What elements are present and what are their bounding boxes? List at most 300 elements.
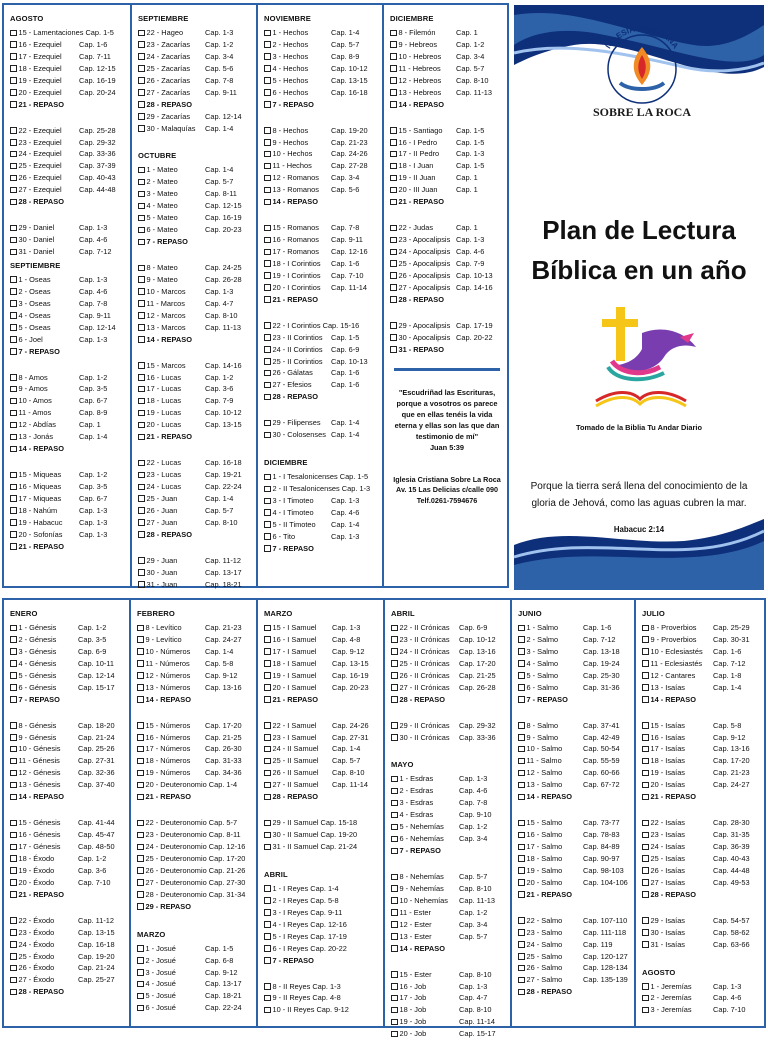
checkbox-icon[interactable] [137,636,144,643]
checkbox-icon[interactable] [390,30,397,37]
checkbox-icon[interactable] [264,509,271,516]
checkbox-icon[interactable] [10,495,17,502]
checkbox-icon[interactable] [138,581,145,588]
checkbox-icon[interactable] [391,660,398,667]
checkbox-icon[interactable] [264,945,271,952]
checkbox-icon[interactable] [390,334,397,341]
checkbox-icon[interactable] [518,929,525,936]
checkbox-icon[interactable] [642,867,649,874]
checkbox-icon[interactable] [264,237,271,244]
checkbox-icon[interactable] [518,977,525,984]
checkbox-icon[interactable] [518,844,525,851]
checkbox-icon[interactable] [264,296,271,303]
checkbox-icon[interactable] [391,696,398,703]
checkbox-icon[interactable] [518,867,525,874]
checkbox-icon[interactable] [137,648,144,655]
checkbox-icon[interactable] [642,758,649,765]
checkbox-icon[interactable] [391,734,398,741]
checkbox-icon[interactable] [390,225,397,232]
checkbox-icon[interactable] [264,127,271,134]
checkbox-icon[interactable] [390,272,397,279]
checkbox-icon[interactable] [391,824,398,831]
checkbox-icon[interactable] [642,995,649,1002]
checkbox-icon[interactable] [264,696,271,703]
checkbox-icon[interactable] [264,420,271,427]
checkbox-icon[interactable] [264,844,271,851]
checkbox-icon[interactable] [391,1019,398,1026]
checkbox-icon[interactable] [10,30,17,37]
checkbox-icon[interactable] [10,722,17,729]
checkbox-icon[interactable] [10,65,17,72]
checkbox-icon[interactable] [138,89,145,96]
checkbox-icon[interactable] [264,334,271,341]
checkbox-icon[interactable] [518,917,525,924]
checkbox-icon[interactable] [390,346,397,353]
checkbox-icon[interactable] [390,77,397,84]
checkbox-icon[interactable] [390,89,397,96]
checkbox-icon[interactable] [10,782,17,789]
checkbox-icon[interactable] [390,249,397,256]
checkbox-icon[interactable] [390,296,397,303]
checkbox-icon[interactable] [10,139,17,146]
checkbox-icon[interactable] [264,1007,271,1014]
checkbox-icon[interactable] [391,800,398,807]
checkbox-icon[interactable] [390,163,397,170]
checkbox-icon[interactable] [138,557,145,564]
checkbox-icon[interactable] [137,734,144,741]
checkbox-icon[interactable] [642,832,649,839]
checkbox-icon[interactable] [264,636,271,643]
checkbox-icon[interactable] [264,782,271,789]
checkbox-icon[interactable] [10,336,17,343]
checkbox-icon[interactable] [138,227,145,234]
checkbox-icon[interactable] [642,636,649,643]
checkbox-icon[interactable] [642,770,649,777]
checkbox-icon[interactable] [10,175,17,182]
checkbox-icon[interactable] [642,879,649,886]
checkbox-icon[interactable] [264,101,271,108]
checkbox-icon[interactable] [518,672,525,679]
checkbox-icon[interactable] [137,855,144,862]
checkbox-icon[interactable] [391,812,398,819]
checkbox-icon[interactable] [264,722,271,729]
checkbox-icon[interactable] [391,1007,398,1014]
checkbox-icon[interactable] [264,648,271,655]
checkbox-icon[interactable] [138,179,145,186]
checkbox-icon[interactable] [137,903,144,910]
checkbox-icon[interactable] [137,993,144,1000]
checkbox-icon[interactable] [518,746,525,753]
checkbox-icon[interactable] [264,533,271,540]
checkbox-icon[interactable] [264,770,271,777]
checkbox-icon[interactable] [10,163,17,170]
checkbox-icon[interactable] [518,782,525,789]
checkbox-icon[interactable] [138,167,145,174]
checkbox-icon[interactable] [264,175,271,182]
checkbox-icon[interactable] [264,885,271,892]
checkbox-icon[interactable] [391,874,398,881]
checkbox-icon[interactable] [391,1031,398,1038]
checkbox-icon[interactable] [10,929,17,936]
checkbox-icon[interactable] [10,844,17,851]
checkbox-icon[interactable] [391,636,398,643]
checkbox-icon[interactable] [518,941,525,948]
checkbox-icon[interactable] [138,422,145,429]
checkbox-icon[interactable] [138,41,145,48]
checkbox-icon[interactable] [138,472,145,479]
checkbox-icon[interactable] [264,909,271,916]
checkbox-icon[interactable] [264,53,271,60]
checkbox-icon[interactable] [264,225,271,232]
checkbox-icon[interactable] [264,260,271,267]
checkbox-icon[interactable] [138,460,145,467]
checkbox-icon[interactable] [391,971,398,978]
checkbox-icon[interactable] [642,891,649,898]
checkbox-icon[interactable] [10,374,17,381]
checkbox-icon[interactable] [10,758,17,765]
checkbox-icon[interactable] [264,382,271,389]
checkbox-icon[interactable] [138,434,145,441]
checkbox-icon[interactable] [138,569,145,576]
checkbox-icon[interactable] [391,672,398,679]
checkbox-icon[interactable] [264,957,271,964]
checkbox-icon[interactable] [264,983,271,990]
checkbox-icon[interactable] [10,625,17,632]
checkbox-icon[interactable] [138,507,145,514]
checkbox-icon[interactable] [137,981,144,988]
checkbox-icon[interactable] [10,965,17,972]
checkbox-icon[interactable] [137,660,144,667]
checkbox-icon[interactable] [10,237,17,244]
checkbox-icon[interactable] [518,953,525,960]
checkbox-icon[interactable] [642,794,649,801]
checkbox-icon[interactable] [138,519,145,526]
checkbox-icon[interactable] [137,696,144,703]
checkbox-icon[interactable] [10,953,17,960]
checkbox-icon[interactable] [391,684,398,691]
checkbox-icon[interactable] [518,734,525,741]
checkbox-icon[interactable] [264,187,271,194]
checkbox-icon[interactable] [10,446,17,453]
checkbox-icon[interactable] [642,782,649,789]
checkbox-icon[interactable] [264,30,271,37]
checkbox-icon[interactable] [642,929,649,936]
checkbox-icon[interactable] [264,272,271,279]
checkbox-icon[interactable] [518,891,525,898]
checkbox-icon[interactable] [138,288,145,295]
checkbox-icon[interactable] [138,239,145,246]
checkbox-icon[interactable] [138,125,145,132]
checkbox-icon[interactable] [138,53,145,60]
checkbox-icon[interactable] [10,225,17,232]
checkbox-icon[interactable] [391,836,398,843]
checkbox-icon[interactable] [10,879,17,886]
checkbox-icon[interactable] [137,867,144,874]
checkbox-icon[interactable] [138,203,145,210]
checkbox-icon[interactable] [137,820,144,827]
checkbox-icon[interactable] [264,358,271,365]
checkbox-icon[interactable] [518,660,525,667]
checkbox-icon[interactable] [264,672,271,679]
checkbox-icon[interactable] [264,498,271,505]
checkbox-icon[interactable] [138,374,145,381]
checkbox-icon[interactable] [642,917,649,924]
checkbox-icon[interactable] [138,324,145,331]
checkbox-icon[interactable] [264,199,271,206]
checkbox-icon[interactable] [391,848,398,855]
checkbox-icon[interactable] [642,855,649,862]
checkbox-icon[interactable] [137,1005,144,1012]
checkbox-icon[interactable] [264,746,271,753]
checkbox-icon[interactable] [391,788,398,795]
checkbox-icon[interactable] [391,909,398,916]
checkbox-icon[interactable] [391,776,398,783]
checkbox-icon[interactable] [10,386,17,393]
checkbox-icon[interactable] [518,770,525,777]
checkbox-icon[interactable] [137,969,144,976]
checkbox-icon[interactable] [391,983,398,990]
checkbox-icon[interactable] [642,672,649,679]
checkbox-icon[interactable] [10,832,17,839]
checkbox-icon[interactable] [10,151,17,158]
checkbox-icon[interactable] [264,432,271,439]
checkbox-icon[interactable] [390,41,397,48]
checkbox-icon[interactable] [391,933,398,940]
checkbox-icon[interactable] [518,989,525,996]
checkbox-icon[interactable] [137,758,144,765]
checkbox-icon[interactable] [518,636,525,643]
checkbox-icon[interactable] [518,648,525,655]
checkbox-icon[interactable] [137,945,144,952]
checkbox-icon[interactable] [138,300,145,307]
checkbox-icon[interactable] [10,199,17,206]
checkbox-icon[interactable] [390,127,397,134]
checkbox-icon[interactable] [10,855,17,862]
checkbox-icon[interactable] [138,531,145,538]
checkbox-icon[interactable] [138,30,145,37]
checkbox-icon[interactable] [10,891,17,898]
checkbox-icon[interactable] [10,434,17,441]
checkbox-icon[interactable] [137,957,144,964]
checkbox-icon[interactable] [10,398,17,405]
checkbox-icon[interactable] [264,625,271,632]
checkbox-icon[interactable] [264,921,271,928]
checkbox-icon[interactable] [518,625,525,632]
checkbox-icon[interactable] [390,237,397,244]
checkbox-icon[interactable] [264,684,271,691]
checkbox-icon[interactable] [10,348,17,355]
checkbox-icon[interactable] [10,77,17,84]
checkbox-icon[interactable] [264,151,271,158]
checkbox-icon[interactable] [264,758,271,765]
checkbox-icon[interactable] [390,139,397,146]
checkbox-icon[interactable] [10,519,17,526]
checkbox-icon[interactable] [264,163,271,170]
checkbox-icon[interactable] [518,879,525,886]
checkbox-icon[interactable] [138,362,145,369]
checkbox-icon[interactable] [518,684,525,691]
checkbox-icon[interactable] [138,113,145,120]
checkbox-icon[interactable] [264,820,271,827]
checkbox-icon[interactable] [264,734,271,741]
checkbox-icon[interactable] [10,684,17,691]
checkbox-icon[interactable] [137,625,144,632]
checkbox-icon[interactable] [10,472,17,479]
checkbox-icon[interactable] [518,794,525,801]
checkbox-icon[interactable] [10,410,17,417]
checkbox-icon[interactable] [10,484,17,491]
checkbox-icon[interactable] [390,260,397,267]
checkbox-icon[interactable] [390,199,397,206]
checkbox-icon[interactable] [642,684,649,691]
checkbox-icon[interactable] [137,722,144,729]
checkbox-icon[interactable] [391,885,398,892]
checkbox-icon[interactable] [391,648,398,655]
checkbox-icon[interactable] [264,474,271,481]
checkbox-icon[interactable] [642,820,649,827]
checkbox-icon[interactable] [518,855,525,862]
checkbox-icon[interactable] [264,89,271,96]
checkbox-icon[interactable] [10,660,17,667]
checkbox-icon[interactable] [138,215,145,222]
checkbox-icon[interactable] [264,794,271,801]
checkbox-icon[interactable] [642,660,649,667]
checkbox-icon[interactable] [10,696,17,703]
checkbox-icon[interactable] [642,696,649,703]
checkbox-icon[interactable] [642,625,649,632]
checkbox-icon[interactable] [264,832,271,839]
checkbox-icon[interactable] [10,636,17,643]
checkbox-icon[interactable] [390,53,397,60]
checkbox-icon[interactable] [642,648,649,655]
checkbox-icon[interactable] [10,543,17,550]
checkbox-icon[interactable] [10,989,17,996]
checkbox-icon[interactable] [10,53,17,60]
checkbox-icon[interactable] [264,933,271,940]
checkbox-icon[interactable] [391,625,398,632]
checkbox-icon[interactable] [390,101,397,108]
checkbox-icon[interactable] [137,782,144,789]
checkbox-icon[interactable] [10,917,17,924]
checkbox-icon[interactable] [10,820,17,827]
checkbox-icon[interactable] [264,322,271,329]
checkbox-icon[interactable] [264,545,271,552]
checkbox-icon[interactable] [137,844,144,851]
checkbox-icon[interactable] [642,983,649,990]
checkbox-icon[interactable] [391,995,398,1002]
checkbox-icon[interactable] [137,794,144,801]
checkbox-icon[interactable] [138,398,145,405]
checkbox-icon[interactable] [391,921,398,928]
checkbox-icon[interactable] [264,995,271,1002]
checkbox-icon[interactable] [390,187,397,194]
checkbox-icon[interactable] [518,696,525,703]
checkbox-icon[interactable] [10,507,17,514]
checkbox-icon[interactable] [10,249,17,256]
checkbox-icon[interactable] [10,422,17,429]
checkbox-icon[interactable] [264,77,271,84]
checkbox-icon[interactable] [518,832,525,839]
checkbox-icon[interactable] [138,410,145,417]
checkbox-icon[interactable] [264,897,271,904]
checkbox-icon[interactable] [264,139,271,146]
checkbox-icon[interactable] [390,322,397,329]
checkbox-icon[interactable] [138,191,145,198]
checkbox-icon[interactable] [10,794,17,801]
checkbox-icon[interactable] [10,276,17,283]
checkbox-icon[interactable] [642,941,649,948]
checkbox-icon[interactable] [137,684,144,691]
checkbox-icon[interactable] [138,77,145,84]
checkbox-icon[interactable] [390,175,397,182]
checkbox-icon[interactable] [10,89,17,96]
checkbox-icon[interactable] [391,897,398,904]
checkbox-icon[interactable] [10,770,17,777]
checkbox-icon[interactable] [138,336,145,343]
checkbox-icon[interactable] [518,758,525,765]
checkbox-icon[interactable] [138,484,145,491]
checkbox-icon[interactable] [642,844,649,851]
checkbox-icon[interactable] [138,312,145,319]
checkbox-icon[interactable] [390,65,397,72]
checkbox-icon[interactable] [391,945,398,952]
checkbox-icon[interactable] [264,346,271,353]
checkbox-icon[interactable] [642,722,649,729]
checkbox-icon[interactable] [10,300,17,307]
checkbox-icon[interactable] [10,941,17,948]
checkbox-icon[interactable] [264,394,271,401]
checkbox-icon[interactable] [642,1007,649,1014]
checkbox-icon[interactable] [518,965,525,972]
checkbox-icon[interactable] [390,151,397,158]
checkbox-icon[interactable] [391,722,398,729]
checkbox-icon[interactable] [10,672,17,679]
checkbox-icon[interactable] [137,832,144,839]
checkbox-icon[interactable] [138,495,145,502]
checkbox-icon[interactable] [264,41,271,48]
checkbox-icon[interactable] [10,324,17,331]
checkbox-icon[interactable] [138,265,145,272]
checkbox-icon[interactable] [10,734,17,741]
checkbox-icon[interactable] [137,770,144,777]
checkbox-icon[interactable] [264,660,271,667]
checkbox-icon[interactable] [10,746,17,753]
checkbox-icon[interactable] [10,977,17,984]
checkbox-icon[interactable] [10,101,17,108]
checkbox-icon[interactable] [264,284,271,291]
checkbox-icon[interactable] [137,746,144,753]
checkbox-icon[interactable] [264,249,271,256]
checkbox-icon[interactable] [10,41,17,48]
checkbox-icon[interactable] [642,746,649,753]
checkbox-icon[interactable] [10,867,17,874]
checkbox-icon[interactable] [138,101,145,108]
checkbox-icon[interactable] [264,486,271,493]
checkbox-icon[interactable] [264,65,271,72]
checkbox-icon[interactable] [264,370,271,377]
checkbox-icon[interactable] [10,648,17,655]
checkbox-icon[interactable] [137,879,144,886]
checkbox-icon[interactable] [642,734,649,741]
checkbox-icon[interactable] [10,288,17,295]
checkbox-icon[interactable] [390,284,397,291]
checkbox-icon[interactable] [10,187,17,194]
checkbox-icon[interactable] [10,531,17,538]
checkbox-icon[interactable] [264,521,271,528]
checkbox-icon[interactable] [10,127,17,134]
checkbox-icon[interactable] [138,276,145,283]
checkbox-icon[interactable] [10,312,17,319]
